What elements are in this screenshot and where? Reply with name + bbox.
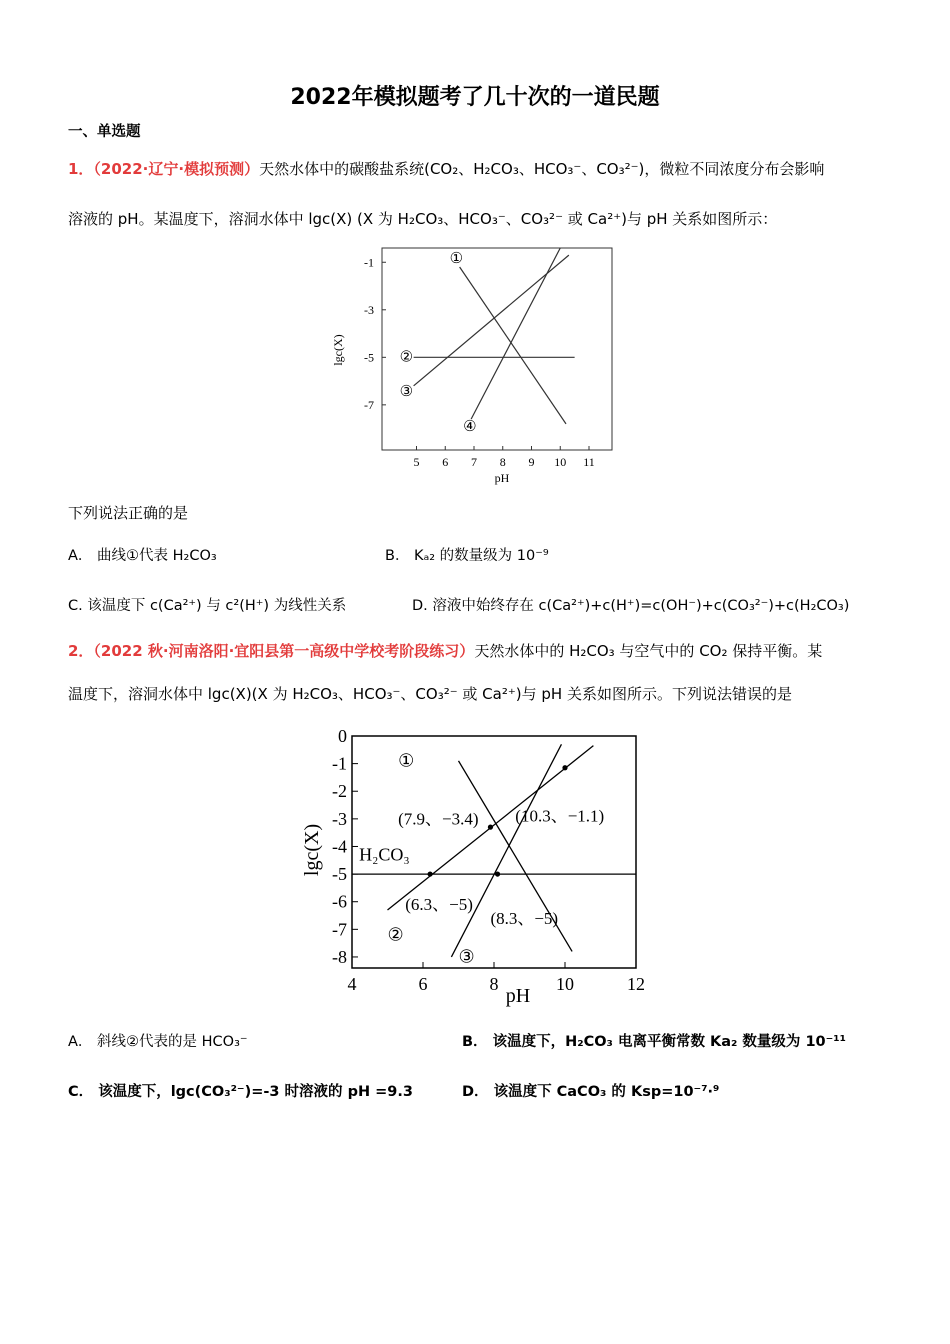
chart2-xlabel: pH [505, 985, 531, 1007]
chart2-ytick-label: -6 [332, 891, 347, 912]
chart2-ytick-label: -2 [332, 781, 347, 802]
chart1-ylabel: lgc(X) [331, 334, 345, 366]
chart2-ytick-label: 0 [338, 726, 347, 746]
chart1-ytick-label: -3 [364, 302, 374, 317]
q2-option-c[interactable]: C． 该温度下，lgc(CO₃²⁻)=-3 时溶液的 pH =9.3 [68, 1084, 413, 1100]
chart1-xtick-label: 6 [442, 455, 449, 469]
q1-option-b[interactable]: B． Kₐ₂ 的数量级为 10⁻⁹ [385, 548, 549, 564]
chart1-series-label: ③ [399, 383, 414, 400]
chart1-ytick-label: -7 [364, 397, 374, 412]
chart1-series-line [460, 267, 566, 424]
chart-2 [296, 720, 666, 1010]
chart2-xtick-label: 6 [418, 974, 428, 994]
chart2-point-label: (7.9、−3.4) [398, 809, 479, 829]
chart2-ylabel: lgc(X) [301, 823, 323, 877]
chart2-xtick-label: 4 [347, 974, 357, 994]
q2-text-line2: 温度下，溶洞水体中 lgc(X)(X 为 H₂CO₃、HCO₃⁻、CO₃²⁻ 或 Ca²⁺)与 pH 关系如图所示。下列说法错误的是 [68, 685, 792, 703]
q1-line1 [68, 158, 824, 179]
chart2-ytick-label: -5 [332, 864, 347, 885]
chart2-data-point [495, 871, 500, 876]
q1-prompt: 下列说法正确的是 [68, 504, 189, 522]
chart1-series-label: ④ [463, 419, 477, 436]
chart2-ytick-label: -4 [332, 836, 347, 857]
q1-source: 1．（2022·辽宁·模拟预测） [68, 160, 260, 178]
chart2-series-label: ③ [458, 946, 475, 967]
q1-text-line1: 天然水体中的碳酸盐系统(CO₂、H₂CO₃、HCO₃⁻、CO₃²⁻)，微粒不同浓度分布会影响 [259, 160, 825, 178]
chart1-xtick-label: 8 [499, 455, 506, 469]
chart2-ytick-label: -1 [332, 753, 347, 774]
chart2-series-label: ② [387, 924, 404, 945]
q2-source: 2．（2022 秋·河南洛阳·宜阳县第一高级中学校考阶段练习） [68, 642, 475, 660]
chart2-data-point [428, 871, 433, 876]
chart1-xlabel: pH [494, 471, 510, 485]
chart1-series-line [471, 248, 560, 419]
chart2-ytick-label: -8 [332, 946, 347, 967]
q2-option-d[interactable]: D． 该温度下 CaCO₃ 的 Ksp=10⁻⁷·⁹ [462, 1084, 720, 1100]
q1-text-line2: 溶液的 pH。某温度下，溶洞水体中 lgc(X) (X 为 H₂CO₃、HCO₃⁻、CO₃²⁻ 或 Ca²⁺)与 pH 关系如图所示： [68, 210, 778, 228]
chart1-xtick-label: 5 [413, 455, 420, 469]
chart2-data-point [562, 765, 567, 770]
chart2-point-label: (8.3、−5) [490, 908, 559, 928]
chart1-xtick-label: 9 [528, 455, 535, 469]
chart1-series-line [414, 255, 569, 386]
chart1-xtick-label: 10 [554, 455, 567, 469]
chart1-ytick-label: -5 [364, 350, 374, 365]
chart2-ytick-label: -3 [332, 808, 347, 829]
q1-option-a[interactable]: A． 曲线①代表 H₂CO₃ [68, 548, 217, 564]
q2-option-b[interactable]: B． 该温度下，H₂CO₃ 电离平衡常数 Ka₂ 数量级为 10⁻¹¹ [462, 1034, 847, 1050]
chart1-xtick-label: 7 [471, 455, 477, 469]
chart2-data-point [488, 825, 493, 830]
chart2-ytick-label: -7 [332, 919, 347, 940]
chart2-xtick-label: 10 [556, 974, 574, 994]
chart2-xtick-label: 12 [627, 974, 645, 994]
q2-option-a[interactable]: A． 斜线②代表的是 HCO₃⁻ [68, 1034, 248, 1050]
q1-option-c[interactable]: C. 该温度下 c(Ca²⁺) 与 c²(H⁺) 为线性关系 [68, 598, 347, 614]
chart-1 [330, 240, 620, 485]
chart1-xtick-label: 11 [583, 455, 595, 469]
chart1-series-label: ① [449, 251, 464, 268]
section-heading: 一、单选题 [68, 124, 141, 140]
chart2-xtick-label: 8 [489, 974, 499, 994]
q1-option-d[interactable]: D. 溶液中始终存在 c(Ca²⁺)+c(H⁺)=c(OH⁻)+c(CO₃²⁻)+c(H₂CO₃) [412, 598, 850, 614]
q2-line1 [68, 640, 822, 661]
chart1-series-label: ② [399, 349, 414, 366]
chart2-series-label: H₂CO₃ [359, 844, 410, 865]
chart2-point-label: (10.3、−1.1) [515, 806, 605, 826]
chart1-ytick-label: -1 [364, 255, 374, 270]
chart2-point-label: (6.3、−5) [405, 895, 473, 914]
page-title: 2022年模拟题考了几十次的一道民题 [290, 85, 660, 110]
q2-text-line1: 天然水体中的 H₂CO₃ 与空气中的 CO₂ 保持平衡。某 [474, 642, 823, 660]
chart2-series-label: ① [398, 750, 415, 771]
